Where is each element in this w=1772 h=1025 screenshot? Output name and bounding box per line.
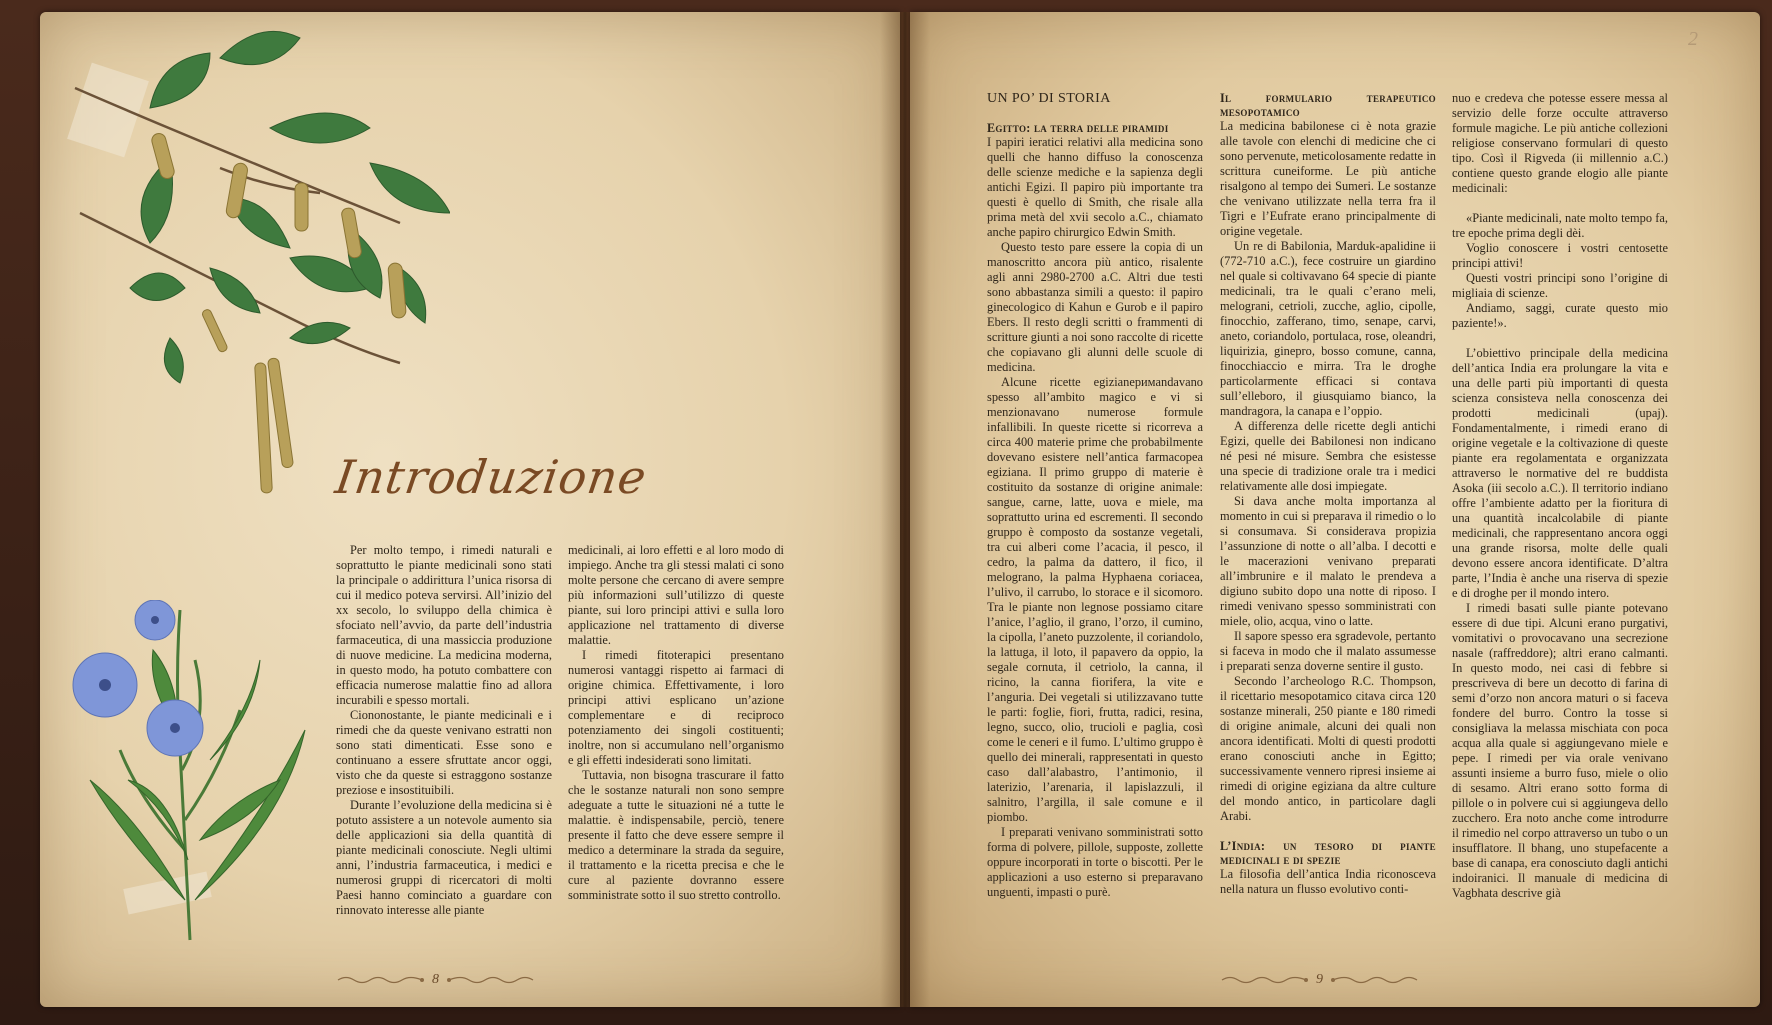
page-number: 9 — [1316, 972, 1323, 987]
subsection-title: Il formulario terapeutico mesopotamico — [1220, 91, 1436, 119]
subsection-title: L’India: un tesoro di piante medicinali e di spezie — [1220, 839, 1436, 867]
chicory-flower-illustration — [60, 600, 330, 945]
paragraph: Questo testo pare essere la copia di un manoscritto ancora più antico, risalente agli anni 2980-2700 a.C. Altri due testi sono abbastanza simili a questo: il papiro ginecologico di Kahun e Gurob e il papiro Ebers. Il resto degli scritti o frammenti di scritture giunti a noi sono raccolte di ricette che copiavano gli alunni delle scuole di medicina. — [987, 240, 1203, 374]
subsection-title: Egitto: la terra delle piramidi — [987, 121, 1169, 135]
paragraph: L’obiettivo principale della medicina dell’antica India era prolungare la vita e una delle parti più importanti di questa scienza consisteva nella conoscenza dei prodotti medicinali (upaj). Fondamentalmente, i rimedi erano di origine vegetale e la coltivazione di queste piante era regolamentata e organizzata attraverso le normative del re buddista Asoka (iii secolo a.C.). Il territorio indiano offre l’ambiente adatto per la fioritura di una quantità incalcolabile di piante medicinali, che rappresentano ancora oggi una grande risorsa, molte delle quali devono essere ancora identificate. D’altra parte, l’India è anche una riserva di spezie e di droghe per il mondo intero. — [1452, 346, 1668, 600]
paragraph: Tuttavia, non bisogna trascurare il fatto che le sostanze naturali non sono sempre adeguate a tutte le situazioni né a tutte le malattie. è indispensabile, perciò, tenere presente il fatto che deve essere sempre il medico a determinare la strada da seguire, il trattamento e la ricetta precisa e che le cure al paziente dovranno essere somministrate sotto il suo stretto controllo. — [568, 768, 784, 902]
book-spine — [880, 12, 930, 1007]
quote-line: «Piante medicinali, nate molto tempo fa, tre epoche prima degli dèi. — [1452, 211, 1668, 240]
paragraph: A differenza delle ricette degli antichi Egizi, quelle dei Babilonesi non indicano né pesi né misure. Sembra che esistesse una specie di tradizione orale tra i medici relativamente alle dosi impiegate. — [1220, 419, 1436, 493]
right-column-2 — [1220, 91, 1436, 897]
paragraph: I preparati venivano somministrati sotto forma di polvere, pillole, supposte, zollette oppure incorporati in torte o biscotti. Per le applicazioni a uso esterno si preparavano unguenti, impasti o purè. — [987, 825, 1203, 899]
page-number: 8 — [432, 972, 439, 987]
quote-line: Andiamo, saggi, curate questo mio paziente!». — [1452, 301, 1668, 330]
right-column-3 — [1452, 91, 1668, 901]
left-page-footer — [336, 972, 535, 988]
footer-ornament — [447, 975, 535, 985]
paragraph: Secondo l’archeologo R.C. Thompson, il ricettario mesopotamico citava circa 120 sostanze minerali, 250 piante e 180 rimedi di origine animale, alcuni dei quali non ancora identificati. Molti di questi prodotti erano conosciuti anche in Egitto; successivamente vennero ripresi insieme ai rimedi di origine egiziana da altre culture del mondo antico, in particolare dagli Arabi. — [1220, 674, 1436, 823]
paragraph: Un re di Babilonia, Marduk-apalidine ii (772-710 a.C.), fece costruire un giardino nel quale si coltivavano 64 specie di piante medicinali, tra le quali c’erano meli, melograni, cetrioli, zucche, aglio, cipolle, finocchio, zafferano, timo, senape, carvi, aneto, coriandolo, portulaca, rose, oleandri, liquirizia, ginepro, bosso comune, canna, finocchiaccio e mirra. Tra le droghe particolarmente efficaci si contava sull’elleboro, il giusquiamo bianco, la mandragora, la canapa e l’oppio. — [1220, 239, 1436, 418]
left-column-2 — [568, 543, 784, 903]
section-heading: UN PO’ DI STORIA — [987, 91, 1111, 106]
left-column-1 — [336, 543, 552, 918]
footer-ornament — [1331, 975, 1419, 985]
paragraph: Alcune ricette egizianeримandavano spesso all’ambito magico e vi si menzionavano numerose formule infallibili. In queste ricette si ricorreva a circa 400 materie prime che probabilmente dovevano esistere nell’antica farmacopea egiziana. Il primo gruppo di materie è costituito da sostanze di origine animale: sangue, carne, latte, uova e miele, ma soprattutto urina ed escrementi. Il secondo gruppo è composto da sostanze vegetali, tra cui alberi come l’acacia, il pesco, il cedro, la palma da dattero, il fico, il melograno, la palma Hyphaena coriacea, l’ulivo, il carrubo, lo storace e il sicomoro. Tra le piante non legnose possiamo citare l’anice, l’aglio, il grano, l’orzo, il cumino, la cipolla, l’aneto puzzolente, il coriandolo, la lattuga, il loto, il papavero da oppio, la segale cornuta, il cetriolo, la canna, il ricino, la canna fiorifera, la vite e l’anguria. Dei vegetali si utilizzavano tutte le parti: foglie, fiori, frutta, radici, resina, legno, succo, olio, trucioli e paglia, così come le ceneri e il fumo. L’ultimo gruppo è quello dei minerali, rappresentati in questo caso dall’alabastro, l’antimonio, il laterizio, l’arenaria, il lapislazzuli, il salnitro, l’argilla, il sale comune e il piombo. — [987, 375, 1203, 824]
paragraph: I rimedi fitoterapici presentano numerosi vantaggi rispetto ai farmaci di origine chimica. Effettivamente, i loro principi attivi esplicano un’azione complementare e di reciproco potenziamento dei singoli costituenti; inoltre, non si accumulano nell’organismo e gli effetti indesiderati sono limitati. — [568, 648, 784, 767]
paragraph: Per molto tempo, i rimedi naturali e soprattutto le piante medicinali sono stati la principale o addirittura l’unica risorsa di cui il medico poteva servirsi. All’inizio del xx secolo, lo sviluppo della chimica è sfociato nell’avvio, da parte dell’industria farmaceutica, di una massiccia produzione di nuove medicine. La medicina moderna, in questo modo, ha potuto combattere con efficacia numerose malattie fino ad allora incurabili e spesso mortali. — [336, 543, 552, 707]
paragraph: La filosofia dell’antica India riconosceva nella natura un flusso evolutivo conti- — [1220, 867, 1436, 896]
paragraph: Si dava anche molta importanza al momento in cui si preparava il rimedio o lo si consumava. Si considerava propizia l’assunzione di notte o all’alba. I decotti e le macerazioni venivano preparati all’imbrunire e il malato le prendeva a digiuno subito dopo una notte di riposo. I rimedi venivano spesso somministrati con miele, olio, acqua, vino o latte. — [1220, 494, 1436, 628]
paragraph: I rimedi basati sulle piante potevano essere di due tipi. Alcuni erano purgativi, vomitativi o provocavano una secrezione nasale (raffreddore); altri erano calmanti. In questo modo, nei casi di febbre si prescriveva di bere un decotto di farina di semi d’orzo non ancora maturi o si faceva fondere del burro. Contro la tosse si consigliava la melassa mischiata con poca acqua alla quale si aggiungevano miele e pepe. I rimedi per via orale venivano assunti insieme a burro fuso, miele o olio di sesamo. Altri erano sotto forma di pillole o in polvere cui si aggiungeva dello zucchero. Era noto anche come introdurre il rimedio nel corpo attraverso un tubo o un insufflatore. Il bhang, uno stupefacente a base di canapa, era conosciuto dagli antichi indoiranici. Il manuale di medicina di Vagbhata descrive già — [1452, 601, 1668, 900]
footer-ornament — [1220, 975, 1308, 985]
paragraph: medicinali, ai loro effetti e al loro modo di impiego. Anche tra gli stessi malati ci sono molte persone che cercano di avere sempre più informazioni sull’utilizzo di queste piante, sui loro principi attivi e sulla loro applicazione nel trattamento di diverse malattie. — [568, 543, 784, 647]
right-column-1 — [987, 121, 1203, 900]
corner-mark: 2 — [1688, 28, 1698, 50]
quote-line: Voglio conoscere i vostri centosette principi attivi! — [1452, 241, 1668, 270]
footer-ornament — [336, 975, 424, 985]
paragraph: Ciononostante, le piante medicinali e i rimedi che da queste venivano estratti non sono stati dimenticati. Esse sono e continuano a essere sfruttate ancor oggi, visto che da queste si estraggono sostanze preziose e insostituibili. — [336, 708, 552, 797]
chapter-title: Introduzione — [332, 450, 651, 504]
paragraph: La medicina babilonese ci è nota grazie alle tavole con elenchi di medicine che ci sono pervenute, meticolosamente redatte in scrittura cuneiforme. Le più antiche risalgono al tempo dei Sumeri. Le sostanze che venivano utilizzate nella terra fra il Tigri e l’Eufrate erano principalmente di origine vegetale. — [1220, 119, 1436, 238]
paragraph: I papiri ieratici relativi alla medicina sono quelli che hanno diffuso la conoscenza delle scienze mediche e la sapienza degli antichi Egizi. Il papiro più importante tra questi è quello di Smith, che risale alla prima metà del xvii secolo a.C., chiamato anche papiro chirurgico Edwin Smith. — [987, 135, 1203, 239]
quote-line: Questi vostri principi sono l’origine di migliaia di scienze. — [1452, 271, 1668, 300]
paragraph: Durante l’evoluzione della medicina si è potuto assistere a un notevole aumento sia delle applicazioni sia della quantità di piante medicinali conosciute. Negli ultimi anni, l’industria farmaceutica, i medici e numerosi gruppi di ricercatori di molti Paesi hanno cominciato a guardare con rinnovato interesse alle piante — [336, 798, 552, 917]
right-page-footer — [1220, 972, 1419, 988]
paragraph: Il sapore spesso era sgradevole, pertanto si faceva in modo che il malato assumesse i preparati senza doverne sentire il gusto. — [1220, 629, 1436, 673]
paragraph: nuo e credeva che potesse essere messa al servizio delle forze occulte attraverso formule magiche. Le più antiche collezioni religiose conservano formulari di questo tipo. Così il Rigveda (ii millennio a.C.) contiene questo grande elogio alle piante medicinali: — [1452, 91, 1668, 195]
